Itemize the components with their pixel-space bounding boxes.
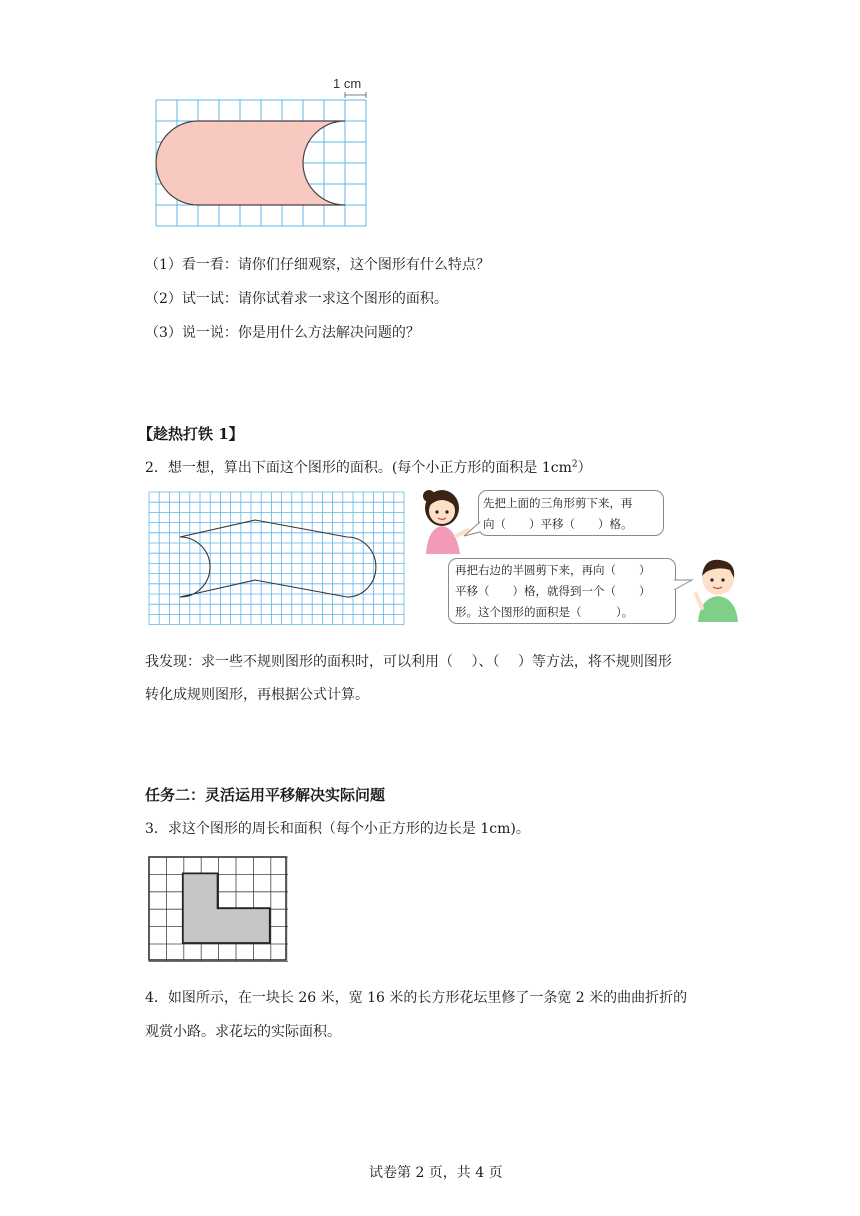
question-2: 2．想一想，算出下面这个图形的面积。(每个小正方形的面积是 $1cm^2$） — [145, 459, 592, 476]
figure1-grid — [150, 68, 380, 233]
practice-heading: 【趁热打铁 1】 — [138, 425, 244, 443]
finding-line-2: 转化成规则图形，再根据公式计算。 — [145, 687, 369, 703]
speech-bubble-1 — [478, 490, 664, 536]
page-footer: 试卷第 2 页，共 4 页 — [369, 1165, 503, 1181]
irregular-shape — [180, 520, 376, 597]
task2-heading: 任务二：灵活运用平移解决实际问题 — [145, 786, 386, 804]
bubble2-line3: 形。这个图形的面积是（ ）。 — [455, 605, 634, 619]
figure2-grid — [147, 490, 409, 630]
speech-bubble-2 — [448, 558, 676, 624]
question-3: 3．求这个图形的周长和面积（每个小正方形的边长是 1cm)。 — [145, 821, 530, 837]
bubble1-line2: 向（ ）平移（ ）格。 — [483, 517, 633, 531]
question-4-line-2: 观赏小路。求花坛的实际面积。 — [145, 1024, 341, 1040]
question-1-3: （3）说一说：你是用什么方法解决问题的？ — [145, 325, 420, 341]
bubble2-line1: 再把右边的半圆剪下来，再向（ ） — [455, 563, 651, 577]
unit-label: 1 cm — [333, 76, 362, 91]
figure3-grid — [148, 856, 288, 964]
finding-line-1: 我发现：求一些不规则图形的面积时，可以利用（ ）、（ ）等方法，将不规则图形 — [145, 654, 672, 670]
question-1-2: （2）试一试：请你试着求一求这个图形的面积。 — [145, 291, 448, 307]
question-1-1: （1）看一看：请你们仔细观察，这个图形有什么特点？ — [145, 257, 490, 273]
bubble1-line1: 先把上面的三角形剪下来，再 — [483, 496, 633, 510]
question-4-line-1: 4．如图所示，在一块长 26 米，宽 16 米的长方形花坛里修了一条宽 2 米的曲曲折折的 — [145, 990, 688, 1006]
bubble2-line2: 平移（ ）格，就得到一个（ ） — [455, 584, 651, 598]
l-shape — [183, 873, 270, 943]
boy-illustration — [692, 556, 744, 622]
